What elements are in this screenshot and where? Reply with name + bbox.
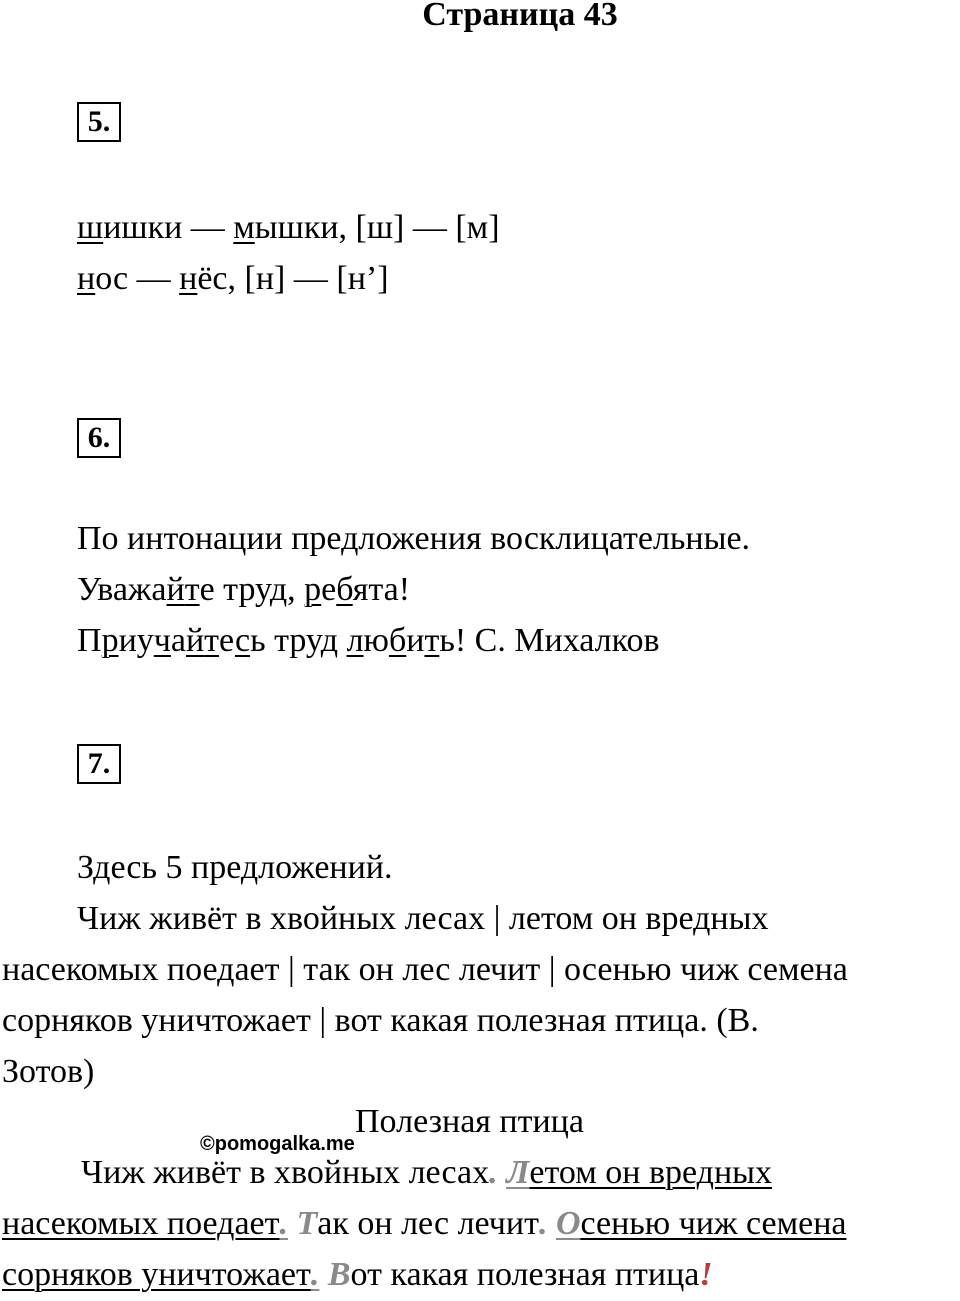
task-7-number: 7. <box>77 744 121 784</box>
task-6-line-2 <box>77 615 660 667</box>
text-run: ш <box>77 209 104 246</box>
text-run: т <box>424 622 440 659</box>
text-run: П <box>77 622 102 659</box>
task-7-intro: Здесь 5 предложений. <box>77 849 393 886</box>
text-run: Л <box>506 1154 530 1191</box>
text-run: сенью чиж семена <box>580 1205 847 1242</box>
text-run: м <box>233 209 255 246</box>
task-5-number: 5. <box>77 102 121 142</box>
task-7-para-line-1: Чиж живёт в хвойных лесах | летом он вредных <box>77 900 769 937</box>
text-run: ь труд <box>250 622 347 659</box>
text-run: с <box>234 622 251 659</box>
text-run <box>319 1256 328 1293</box>
task-7-answer-line-2 <box>2 1198 846 1250</box>
task-5-line-2 <box>77 253 389 305</box>
text-run: и <box>406 622 425 659</box>
text-run: е <box>321 571 337 608</box>
text-run: ята! <box>352 571 411 608</box>
text-run: т <box>184 571 200 608</box>
text-run: б <box>336 571 353 608</box>
task-5-line-1 <box>77 202 500 254</box>
text-run: О <box>555 1205 581 1242</box>
text-run: ю <box>363 622 389 659</box>
text-run: етом он вредных <box>529 1154 773 1191</box>
text-run <box>498 1154 507 1191</box>
task-7-heading: Полезная птица <box>355 1103 584 1140</box>
text-run: ак он лес лечит <box>317 1205 539 1242</box>
text-run: Чиж живёт в хвойных лесах <box>81 1154 490 1191</box>
page-title: Страница 43 <box>422 0 618 33</box>
text-run: . <box>279 1205 288 1242</box>
text-run: ишки — <box>103 209 234 246</box>
task-7-answer-line-3 <box>2 1249 713 1301</box>
task-7-para-line-4: Зотов) <box>2 1053 95 1090</box>
text-run: л <box>346 622 364 659</box>
text-run: н <box>77 260 96 297</box>
text-run: й <box>166 571 185 608</box>
text-run: сорняков уничтожает <box>2 1256 311 1293</box>
text-run: ос — <box>95 260 180 297</box>
text-run: ь! С. Михалков <box>439 622 660 659</box>
text-run: б <box>388 622 407 659</box>
text-run: Уважа <box>77 571 167 608</box>
text-run: т <box>204 622 220 659</box>
text-run: й <box>185 622 205 659</box>
text-run: иу <box>118 622 154 659</box>
text-run: ёс, [н] — [н’] <box>197 260 389 297</box>
text-run: р <box>304 571 322 608</box>
text-run: е труд, <box>199 571 305 608</box>
task-7-para-line-3: сорняков уничтожает | вот какая полезная птица. (В. <box>2 1002 759 1039</box>
text-run: ! <box>699 1256 713 1293</box>
text-run <box>547 1205 556 1242</box>
text-run: В <box>327 1256 351 1293</box>
text-run: . <box>489 1154 498 1191</box>
text-run: е <box>219 622 235 659</box>
task-6-number: 6. <box>77 418 121 458</box>
task-6-line-1 <box>77 564 410 616</box>
text-run: насекомых поедает <box>2 1205 280 1242</box>
text-run: а <box>170 622 186 659</box>
text-run: ч <box>153 622 171 659</box>
text-run: н <box>179 260 198 297</box>
watermark: ©pomogalka.me <box>200 1133 355 1155</box>
task-7-para-line-2: насекомых поедает | так он лес лечит | осенью чиж семена <box>2 951 848 988</box>
text-run: Т <box>296 1205 318 1242</box>
text-run: р <box>101 622 119 659</box>
text-run: ышки, [ш] — [м] <box>254 209 500 246</box>
task-6-intro: По интонации предложения восклицательные. <box>77 520 751 557</box>
text-run: от какая полезная птица <box>350 1256 700 1293</box>
text-run: . <box>538 1205 548 1242</box>
task-7-answer-line-1 <box>81 1147 772 1199</box>
text-run: . <box>310 1256 320 1293</box>
